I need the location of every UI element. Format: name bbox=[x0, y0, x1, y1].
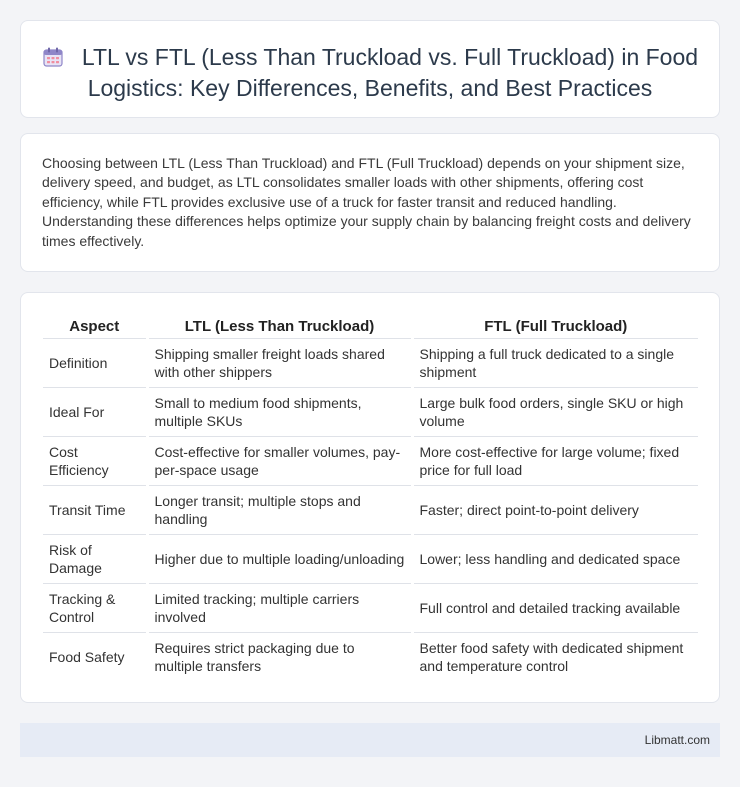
table-row bbox=[43, 338, 698, 387]
table-row bbox=[43, 632, 698, 681]
ltl-cell: Higher due to multiple loading/unloading bbox=[147, 534, 412, 583]
ftl-cell: More cost-effective for large volume; fixed price for full load bbox=[412, 436, 698, 485]
aspect-cell: Risk of Damage bbox=[43, 534, 147, 583]
table-header-row bbox=[43, 316, 698, 338]
footer-bar bbox=[20, 723, 720, 757]
ftl-cell: Shipping a full truck dedicated to a single shipment bbox=[412, 338, 698, 387]
ltl-cell: Shipping smaller freight loads shared with other shippers bbox=[147, 338, 412, 387]
aspect-cell: Definition bbox=[43, 338, 147, 387]
header-ltl: LTL (Less Than Truckload) bbox=[147, 316, 412, 338]
page-title: LTL vs FTL (Less Than Truckload vs. Full Truckload) in Food Logistics: Key Differences, Benefits, and Best Practices bbox=[81, 44, 699, 101]
header-ftl: FTL (Full Truckload) bbox=[412, 316, 698, 338]
ltl-cell: Limited tracking; multiple carriers involved bbox=[147, 583, 412, 632]
ftl-cell: Better food safety with dedicated shipment and temperature control bbox=[412, 632, 698, 681]
comparison-card bbox=[20, 292, 720, 703]
aspect-cell: Food Safety bbox=[49, 648, 125, 665]
footer-site-link[interactable]: Libmatt.com bbox=[644, 733, 710, 747]
ftl-cell: Faster; direct point-to-point delivery bbox=[412, 485, 698, 534]
ltl-cell: Requires strict packaging due to multiple transfers bbox=[147, 632, 412, 681]
table-row bbox=[43, 387, 698, 436]
ftl-cell: Lower; less handling and dedicated space bbox=[412, 534, 698, 583]
title-card bbox=[20, 20, 720, 118]
comparison-table bbox=[43, 316, 698, 681]
ltl-cell: Longer transit; multiple stops and handling bbox=[147, 485, 412, 534]
page-title-wrap bbox=[21, 42, 719, 104]
aspect-cell: Ideal For bbox=[43, 387, 147, 436]
aspect-cell: Cost Efficiency bbox=[43, 436, 147, 485]
intro-card bbox=[20, 133, 720, 272]
calendar-icon bbox=[42, 46, 64, 68]
intro-paragraph: Choosing between LTL (Less Than Truckload) and FTL (Full Truckload) depends on your shipment size, delivery speed, and budget, as LTL consolidates smaller loads with other shipments, offering cost efficiency, while FTL provides exclusive use of a truck for faster transit and reduced handling. Understanding these differences helps optimize your supply chain by balancing freight costs and delivery times effectively. bbox=[42, 155, 691, 249]
ltl-cell: Cost-effective for smaller volumes, pay-per-space usage bbox=[147, 436, 412, 485]
aspect-cell: Tracking & Control bbox=[43, 583, 147, 632]
table-row bbox=[43, 485, 698, 534]
ftl-cell: Full control and detailed tracking available bbox=[412, 583, 698, 632]
table-row bbox=[43, 583, 698, 632]
table-row bbox=[43, 436, 698, 485]
header-aspect: Aspect bbox=[43, 316, 147, 338]
ftl-cell: Large bulk food orders, single SKU or high volume bbox=[412, 387, 698, 436]
table-row bbox=[43, 534, 698, 583]
aspect-cell: Transit Time bbox=[43, 485, 147, 534]
ltl-cell: Small to medium food shipments, multiple SKUs bbox=[147, 387, 412, 436]
